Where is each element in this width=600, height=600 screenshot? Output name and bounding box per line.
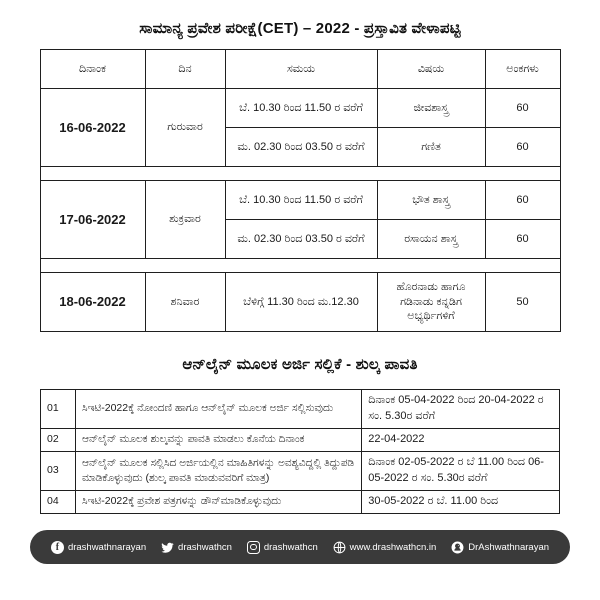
fee-payment-table bbox=[40, 389, 560, 514]
date-range-cell: 30-05-2022 ರ ಬೆ. 11.00 ರಿಂದ bbox=[362, 490, 560, 513]
schedule-header-row bbox=[40, 50, 560, 89]
subject-cell: ಗಣಿತ bbox=[377, 128, 485, 167]
date-cell: 17-06-2022 bbox=[40, 181, 145, 259]
marks-cell: 60 bbox=[485, 89, 560, 128]
time-cell: ಬೆಳಿಗ್ಗೆ 11.30 ರಿಂದ ಮ.12.30 bbox=[225, 273, 377, 332]
social-media-bar bbox=[30, 530, 570, 564]
activity-cell: ಆನ್‌ಲೈನ್ ಮೂಲಕ ಶುಲ್ಕವನ್ನು ಪಾವತಿ ಮಾಡಲು ಕೊನೆಯ ದಿನಾಂಕ bbox=[76, 428, 362, 451]
table-row bbox=[40, 89, 560, 128]
day-cell: ಶುಕ್ರವಾರ bbox=[145, 181, 225, 259]
social-website bbox=[333, 541, 437, 554]
serial-cell: 04 bbox=[41, 490, 76, 513]
social-handle: DrAshwathnarayan bbox=[468, 541, 550, 553]
subject-cell: ಭೌತ ಶಾಸ್ತ್ರ bbox=[377, 181, 485, 220]
date-cell: 18-06-2022 bbox=[40, 273, 145, 332]
marks-cell: 50 bbox=[485, 273, 560, 332]
activity-cell: ಆನ್‌ಲೈನ್ ಮೂಲಕ ಸಲ್ಲಿಸಿದ ಅರ್ಜಿಯಲ್ಲಿನ ಮಾಹಿತಿಗಳನ್ನು ಅವಶ್ಯವಿದ್ದಲ್ಲಿ ತಿದ್ದುಪಡಿ ಮಾಡಿಕೊಳ್ಳುವುದು (ಶುಲ್ಕ ಪಾವತಿ ಮಾಡುವವರಿಗೆ ಮಾತ್ರ) bbox=[76, 451, 362, 490]
date-range-cell: ದಿನಾಂಕ 05-04-2022 ರಿಂದ 20-04-2022 ರ ಸಂ. 5.30ರ ವರೆಗೆ bbox=[362, 390, 560, 429]
date-cell: 16-06-2022 bbox=[40, 89, 145, 167]
table-row bbox=[41, 390, 560, 429]
social-facebook bbox=[51, 541, 146, 554]
social-instagram bbox=[247, 541, 318, 554]
activity-cell: ಸಿಇಟಿ-2022ಕ್ಕೆ ಪ್ರವೇಶ ಪತ್ರಗಳನ್ನು ಡೌನ್‌ಮಾಡಿಕೊಳ್ಳುವುದು bbox=[76, 490, 362, 513]
subject-cell: ರಸಾಯನ ಶಾಸ್ತ್ರ bbox=[377, 220, 485, 259]
social-twitter bbox=[161, 541, 232, 554]
activity-cell: ಸಿಇಟಿ-2022ಕ್ಕೆ ನೋಂದಣಿ ಹಾಗೂ ಆನ್‌ಲೈನ್ ಮೂಲಕ ಅರ್ಜಿ ಸಲ್ಲಿಸುವುದು bbox=[76, 390, 362, 429]
spacer-row bbox=[40, 259, 560, 273]
marks-cell: 60 bbox=[485, 128, 560, 167]
table-row bbox=[41, 451, 560, 490]
marks-cell: 60 bbox=[485, 181, 560, 220]
date-range-cell: ದಿನಾಂಕ 02-05-2022 ರ ಬೆ 11.00 ರಿಂದ 06-05-2022 ರ ಸಂ. 5.30ರ ವರೆಗೆ bbox=[362, 451, 560, 490]
serial-cell: 02 bbox=[41, 428, 76, 451]
serial-cell: 01 bbox=[41, 390, 76, 429]
header-time: ಸಮಯ bbox=[225, 50, 377, 89]
social-handle: drashwathcn bbox=[178, 541, 232, 553]
header-day: ದಿನ bbox=[145, 50, 225, 89]
day-cell: ಗುರುವಾರ bbox=[145, 89, 225, 167]
date-range-cell: 22-04-2022 bbox=[362, 428, 560, 451]
social-handle: www.drashwathcn.in bbox=[349, 541, 437, 553]
social-handle: drashwathnarayan bbox=[67, 541, 147, 553]
header-subject: ವಿಷಯ bbox=[377, 50, 485, 89]
time-cell: ಮ. 02.30 ರಿಂದ 03.50 ರ ವರೆಗೆ bbox=[225, 128, 377, 167]
section-title-fee-payment: ಆನ್‌ಲೈನ್ ಮೂಲಕ ಅರ್ಜಿ ಸಲ್ಲಿಕೆ - ಶುಲ್ಕ ಪಾವತಿ bbox=[182, 356, 418, 373]
globe-icon bbox=[333, 541, 346, 554]
day-cell: ಶನಿವಾರ bbox=[145, 273, 225, 332]
social-koo bbox=[451, 541, 549, 554]
subject-cell: ಹೊರನಾಡು ಹಾಗೂ ಗಡಿನಾಡು ಕನ್ನಡಿಗ ಅಭ್ಯರ್ಥಿಗಳಿಗೆ bbox=[377, 273, 485, 332]
time-cell: ಬೆ. 10.30 ರಿಂದ 11.50 ರ ವರೆಗೆ bbox=[225, 181, 377, 220]
page-title: ಸಾಮಾನ್ಯ ಪ್ರವೇಶ ಪರೀಕ್ಷೆ(CET) – 2022 - ಪ್ರಸ್ತಾವಿತ ವೇಳಾಪಟ್ಟಿ bbox=[139, 20, 461, 37]
spacer-row bbox=[40, 167, 560, 181]
social-handle: drashwathcn bbox=[263, 541, 318, 553]
marks-cell: 60 bbox=[485, 220, 560, 259]
instagram-icon bbox=[247, 541, 260, 554]
time-cell: ಬೆ. 10.30 ರಿಂದ 11.50 ರ ವರೆಗೆ bbox=[225, 89, 377, 128]
subject-cell: ಜೀವಶಾಸ್ತ್ರ bbox=[377, 89, 485, 128]
time-cell: ಮ. 02.30 ರಿಂದ 03.50 ರ ವರೆಗೆ bbox=[225, 220, 377, 259]
table-row bbox=[41, 490, 560, 513]
header-date: ದಿನಾಂಕ bbox=[40, 50, 145, 89]
facebook-icon: f bbox=[51, 541, 64, 554]
table-row bbox=[40, 273, 560, 332]
header-marks: ಅಂಕಗಳು bbox=[485, 50, 560, 89]
table-row bbox=[41, 428, 560, 451]
serial-cell: 03 bbox=[41, 451, 76, 490]
table-row bbox=[40, 181, 560, 220]
twitter-icon bbox=[161, 541, 174, 554]
koo-icon bbox=[451, 541, 464, 554]
exam-schedule-table bbox=[40, 49, 561, 332]
